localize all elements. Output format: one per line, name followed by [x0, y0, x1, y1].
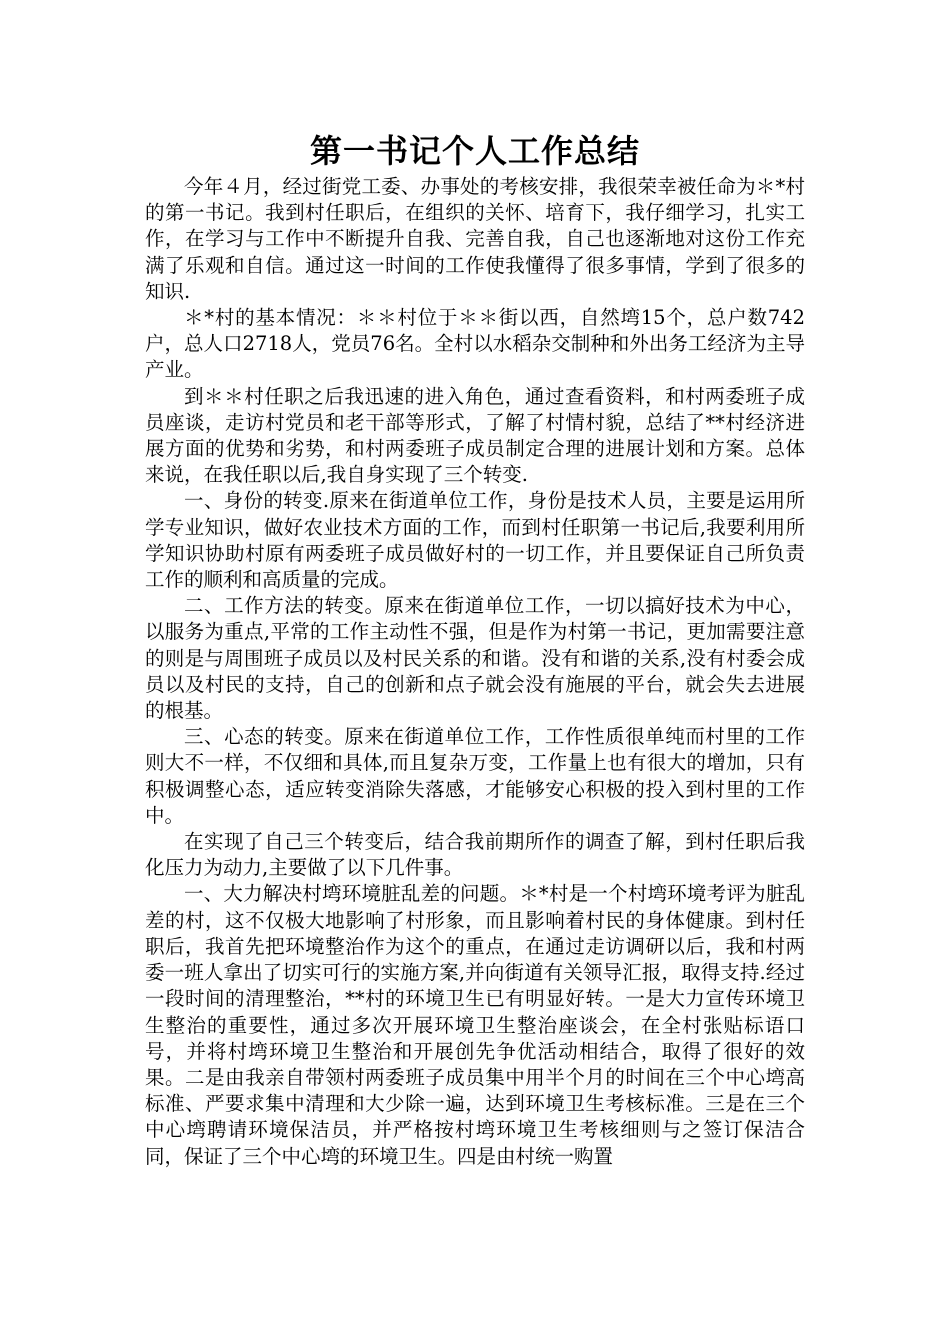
paragraph-main-work-intro: 在实现了自己三个转变后，结合我前期所作的调查了解，到村任职后我化压力为动力,主要做了以下几件事。 [145, 830, 805, 880]
paragraph-village-info: ＊*村的基本情况：＊＊村位于＊＊街以西，自然塆15个，总户数742户，总人口2718人，党员76名。全村以水稻杂交制种和外出务工经济为主导产业。 [145, 306, 805, 382]
paragraph-intro: 今年４月，经过街党工委、办事处的考核安排，我很荣幸被任命为＊*村的第一书记。我到村任职后，在组织的关怀、培育下，我仔细学习，扎实工作，在学习与工作中不断提升自我、完善自我，自己也逐渐地对这份工作充满了乐观和自信。通过这一时间的工作使我懂得了很多事情，学到了很多的知识. [145, 175, 805, 303]
paragraph-mindset-change: 三、心态的转变。原来在街道单位工作，工作性质很单纯而村里的工作则大不一样，不仅细和具体,而且复杂万变，工作量上也有很大的增加，只有积极调整心态，适应转变消除失落感，才能够安心积极的投入到村里的工作中。 [145, 725, 805, 827]
document-title: 第一书记个人工作总结 [309, 132, 640, 170]
paragraph-environment-work: 一、大力解决村塆环境脏乱差的问题。＊*村是一个村塆环境考评为脏乱差的村，这不仅极大地影响了村形象，而且影响着村民的身体健康。到村任职后，我首先把环境整治作为这个的重点，在通过走访调研以后，我和村两委一班人拿出了切实可行的实施方案,并向街道有关领导汇报，取得支持.经过一段时间的清理整治，**村的环境卫生已有明显好转。一是大力宣传环境卫生整治的重要性，通过多次开展环境卫生整治座谈会，在全村张贴标语口号，并将村塆环境卫生整治和开展创先争优活动相结合，取得了很好的效果。二是由我亲自带领村两委班子成员集中用半个月的时间在三个中心塆高标准、严要求集中清理和大少除一遍，达到环境卫生考核标准。三是在三个中心塆聘请环境保洁员，并严格按村塆环境卫生考核细则与之签订保洁合同，保证了三个中心塆的环境卫生。四是由村统一购置 [145, 882, 805, 1168]
paragraph-identity-change: 一、身份的转变.原来在街道单位工作，身份是技术人员，主要是运用所学专业知识，做好农业技术方面的工作，而到村任职第一书记后,我要利用所学知识协助村原有两委班子成员做好村的一切工作，并且要保证自己所负责工作的顺利和高质量的完成。 [145, 489, 805, 592]
paragraph-three-changes: 到＊＊村任职之后我迅速的进入角色，通过查看资料，和村两委班子成员座谈，走访村党员和老干部等形式，了解了村情村貌，总结了**村经济进展方面的优势和劣势，和村两委班子成员制定合理的进展计划和方案。总体来说，在我任职以后,我自身实现了三个转变. [145, 384, 805, 487]
paragraph-method-change: 二、工作方法的转变。原来在街道单位工作，一切以搞好技术为中心，以服务为重点,平常的工作主动性不强，但是作为村第一书记，更加需要注意的则是与周围班子成员以及村民关系的和谐。没有和谐的关系,没有村委会成员以及村民的支持，自己的创新和点子就会没有施展的平台，就会失去进展的根基。 [145, 594, 805, 723]
document-page [145, 128, 805, 1170]
